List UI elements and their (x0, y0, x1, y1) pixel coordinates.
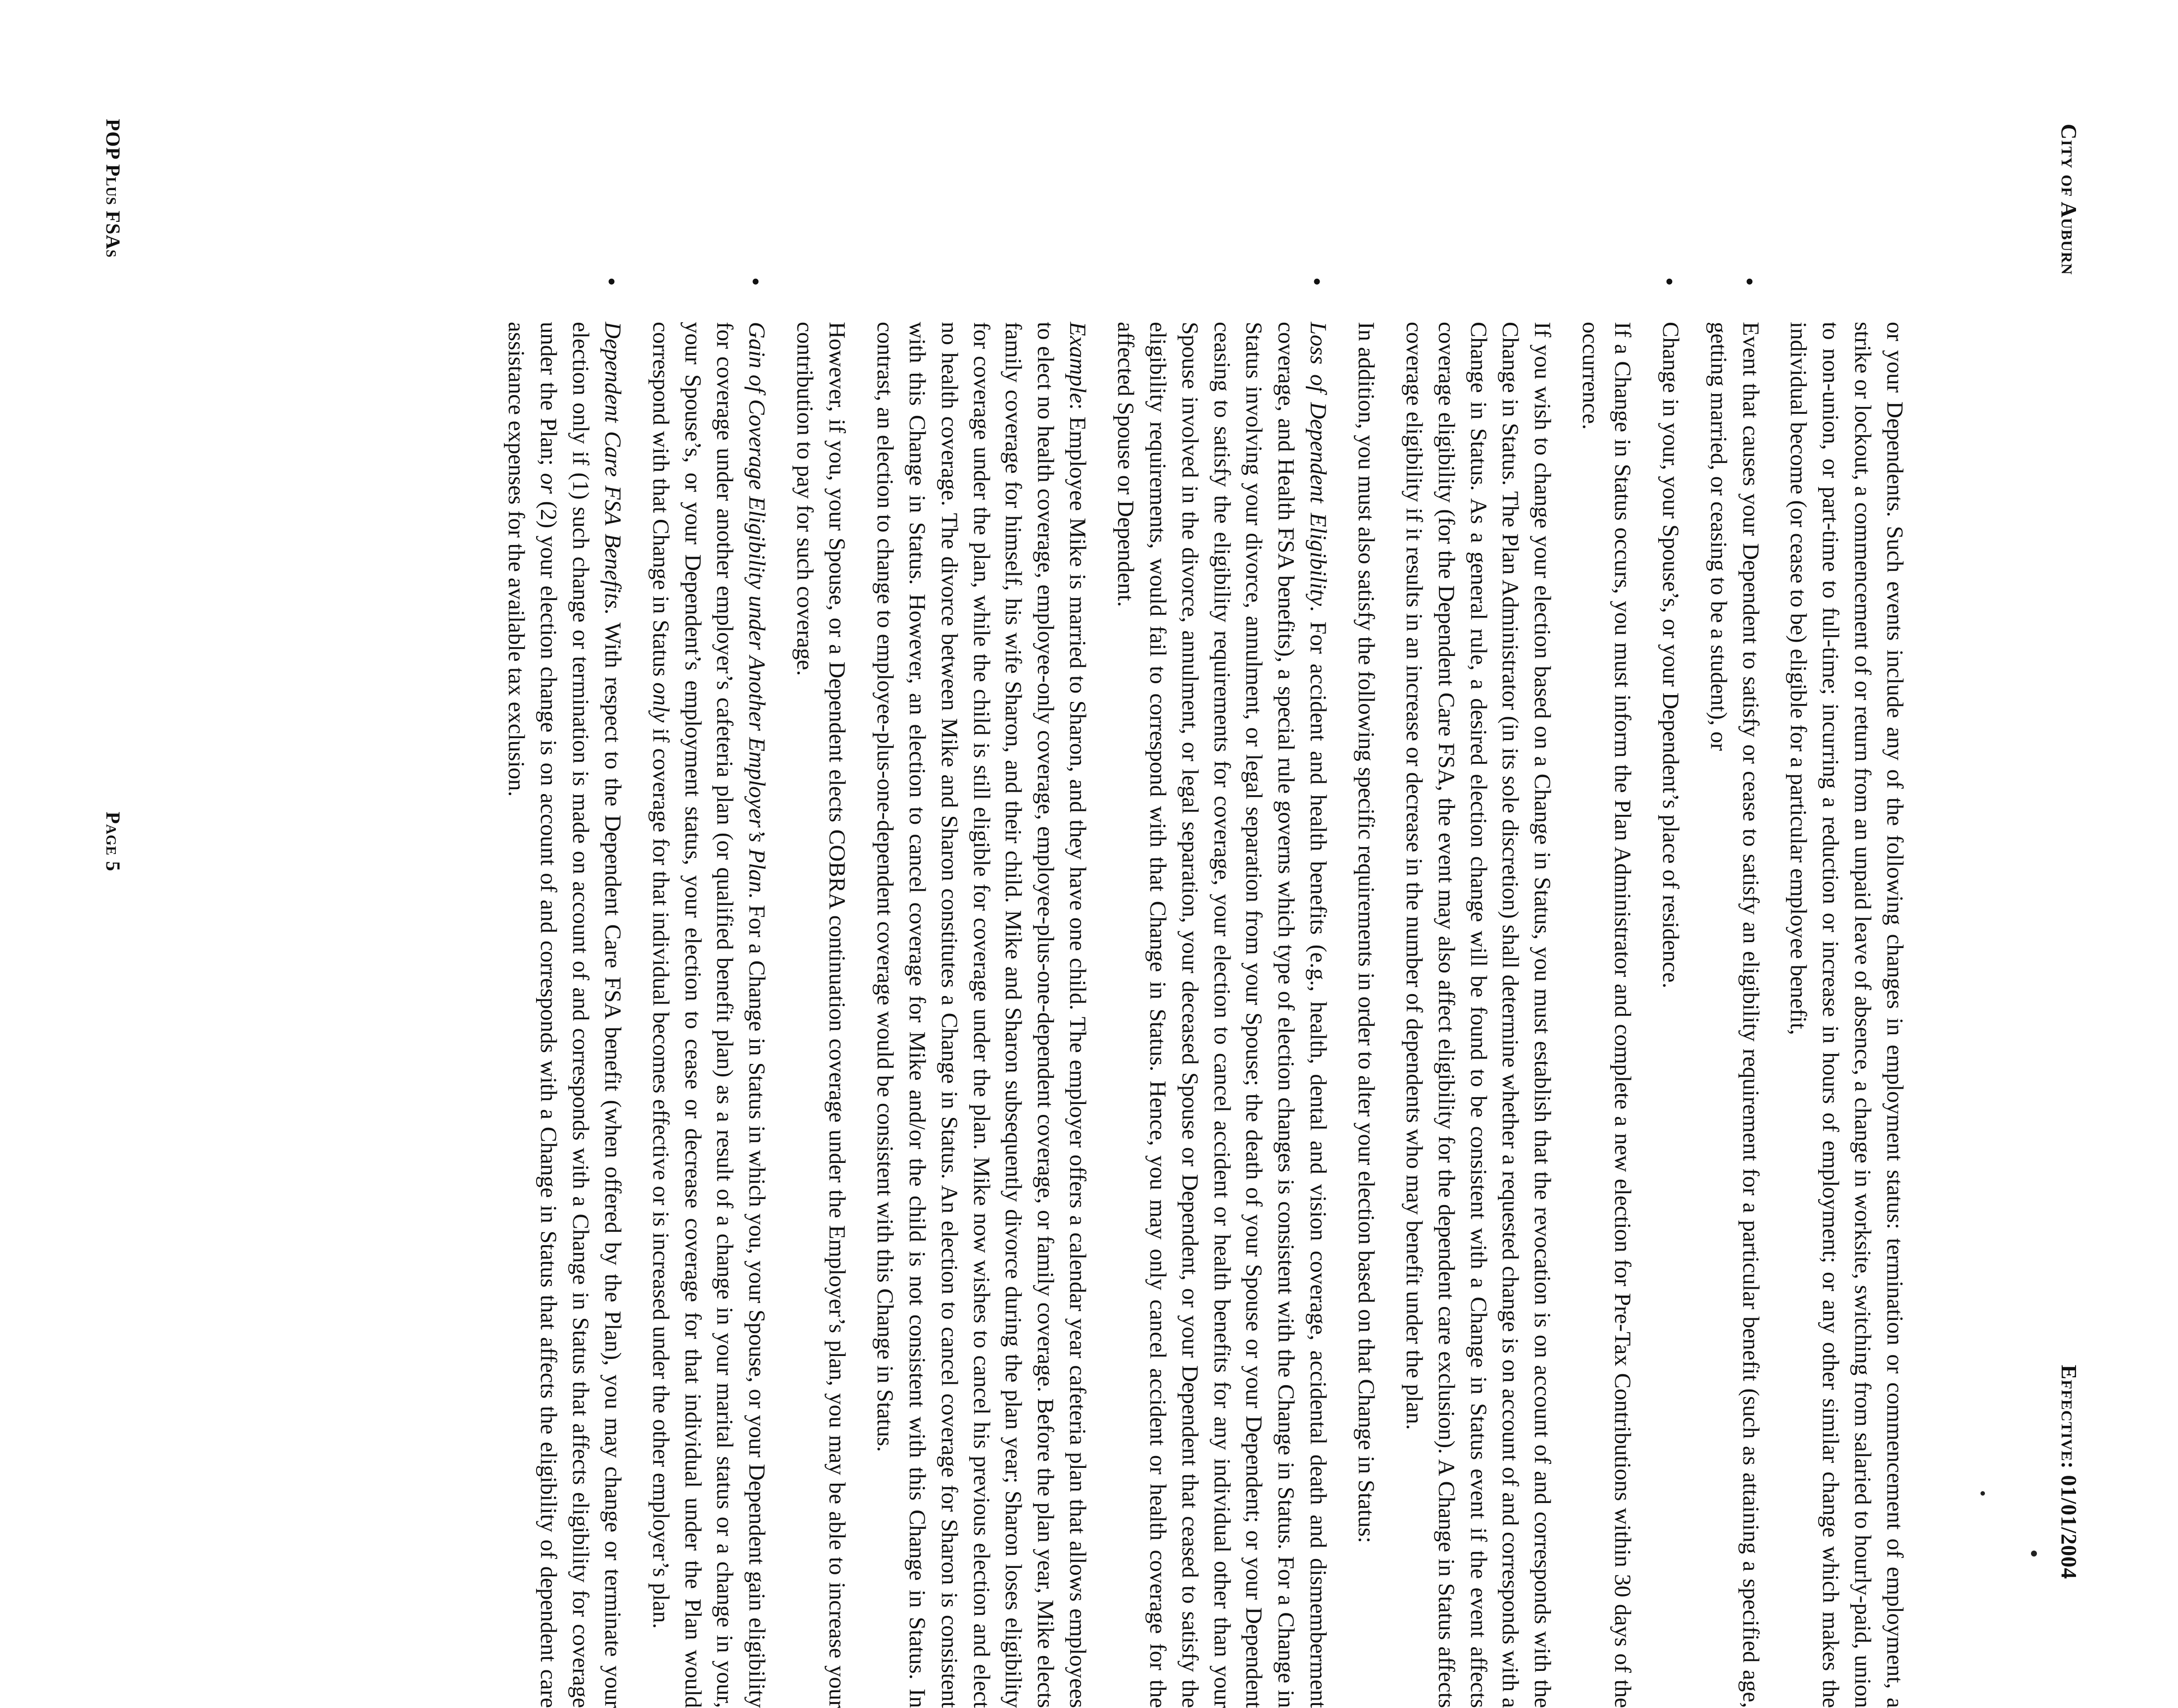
dcfsa-text: . With respect to the Dependent Care FSA benefit (when offered by the Plan), you may change or terminate your election only if (1) such change or termination is made on account of and corresponds with a Change in Status that affects eligibility for coverage under the Plan; (536, 322, 626, 1708)
dcfsa-emphasis: or (536, 473, 562, 494)
dcfsa-title: Dependent Care FSA Benefits (599, 322, 626, 609)
list-item-residence (1654, 277, 1686, 1708)
list-item-text: Event that causes your Dependent to satisfy or cease to satisfy an eligibility requirement for a particular benefit (such as attaining a specified age, getting married, or ceasing to be a student), or (1705, 322, 1764, 1708)
example-label: Example (1065, 322, 1091, 403)
list-item-text: Change in your, your Spouse’s, or your Dependent’s place of residence. (1657, 322, 1683, 989)
dcfsa-text-end: (2) your election change is on account of and corresponds with a Change in Status that affects the eligibility of dependent care assistance expenses for the available tax exclusion. (503, 322, 562, 1708)
body-text (484, 277, 1911, 1708)
paragraph-revocation: If you wish to change your election based on a Change in Status, you must establish that the revocation is on account of and corresponds with the Change in Status. The Plan Administrator (in its sole discretion) shall determine whether a requested change is on account of and corresponds with a Change in Status. As a general rule, a desired election change will be found to be consistent with a Change in Status event if the event affects coverage eligibility (for the Dependent Care FSA, the event may also affect eligibility for the dependent care exclusion). A Change in Status affects coverage eligibility if it results in an increase or decrease in the number of dependents who may benefit under the plan. (1401, 322, 1556, 1708)
loss-eligibility-text: . For accident and health benefits (e.g., health, dental and vision coverage, accidental death and dismemberment coverage, and Health FSA benefits), a special rule governs which type of election changes is consistent with the Change in Status. For a Change in Status involving your divorce, annulment, or legal separation from your Spouse; the death of your Spouse or your Dependent; or your Dependent ceasing to satisfy the eligibility requirements for coverage, your election to cancel accident or health benefits for any individual other than your Spouse involved in the divorce, annulment, or legal separation, your deceased Spouse or Dependent, or your Dependent that ceased to satisfy the eligibility requirements, would fail to correspond with that Change in Status. Hence, you may only cancel accident or health coverage for the affected Spouse or Dependent. (1112, 322, 1332, 1708)
paragraph-additional-requirements: In addition, you must also satisfy the following specific requirements in order to alter your election based on that Change in Status: (1353, 322, 1379, 1543)
scan-speck (2031, 1551, 2037, 1557)
footer-page-number: Page 5 (102, 811, 124, 872)
gain-eligibility-title: Gain of Coverage Eligibility under Another Employer’s Plan (744, 322, 770, 893)
bullet-icon: • (742, 277, 770, 286)
gain-eligibility-emphasis: only (647, 682, 674, 723)
bullet-icon: • (1735, 277, 1764, 286)
bullet-icon: • (597, 277, 626, 286)
list-item-gain-of-eligibility (644, 277, 773, 1708)
list-item-dependent-event (1702, 277, 1767, 1708)
scan-speck (1980, 1491, 1985, 1496)
gain-eligibility-text-end: if coverage for that individual becomes effective or is increased under the other employer’s plan. (647, 722, 674, 1629)
list-item-dependent-care-fsa (500, 277, 628, 1708)
header-effective-date: Effective: 01/01/2004 (2057, 1364, 2081, 1579)
paragraph-example (869, 322, 1093, 1708)
bullet-icon: • (1303, 277, 1332, 286)
paragraph-cobra: However, if you, your Spouse, or a Dependent elects COBRA continuation coverage under the Employer’s plan, you may be able to increase your contribution to pay for such coverage. (792, 322, 850, 1708)
paragraph-employment-status: or your Dependents. Such events include any of the following changes in employment status: termination or commencement of employment, a strike or lockout, a commencement of or return from an unpaid leave of absence, a change in worksite, switching from salaried to hourly-paid, union to non-union, or part-time to full-time; incurring a reduction or increase in hours of employment; or any other similar change which makes the individual become (or cease to be) eligible for a particular employee benefit, (1785, 322, 1908, 1708)
loss-eligibility-title: Loss of Dependent Eligibility (1305, 322, 1332, 606)
example-text: : Employee Mike is married to Sharon, and they have one child. The employer offers a calendar year cafeteria plan that allows employees to elect no health coverage, employee-only coverage, employee-plus-one-dependent coverage, or family coverage. Before the plan year, Mike elects family coverage for himself, his wife Sharon, and their child. Mike and Sharon subsequently divorce during the plan year; Sharon loses eligibility for coverage under the plan, while the child is still eligible for coverage under the plan. Mike now wishes to cancel his previous election and elect no health coverage. The divorce between Mike and Sharon constitutes a Change in Status. An election to cancel coverage for Sharon is consistent with this Change in Status. However, an election to cancel coverage for Mike and/or the child is not consistent with this Change in Status. In contrast, an election to change to employee-plus-one-dependent coverage would be consistent with this Change in Status. (872, 322, 1091, 1708)
paragraph-inform-administrator: If a Change in Status occurs, you must inform the Plan Administrator and complete a new election for Pre-Tax Contributions within 30 days of the occurrence. (1578, 322, 1635, 1708)
footer-document-name: POP Plus FSAs (102, 119, 124, 258)
bullet-icon: • (1655, 277, 1683, 286)
header-organization: City of Auburn (2057, 124, 2081, 275)
gain-eligibility-text: . For a Change in Status in which you, your Spouse, or your Dependent gain eligibility for coverage under another employer’s cafeteria plan (or qualified benefit plan) as a result of a change in your marital status or a change in your, your Spouse’s, or your Dependent’s employment status, your election to cease or decrease coverage for that individual under the Plan would correspond with that Change in Status (647, 322, 770, 1708)
list-item-loss-of-eligibility (1109, 277, 1334, 1708)
